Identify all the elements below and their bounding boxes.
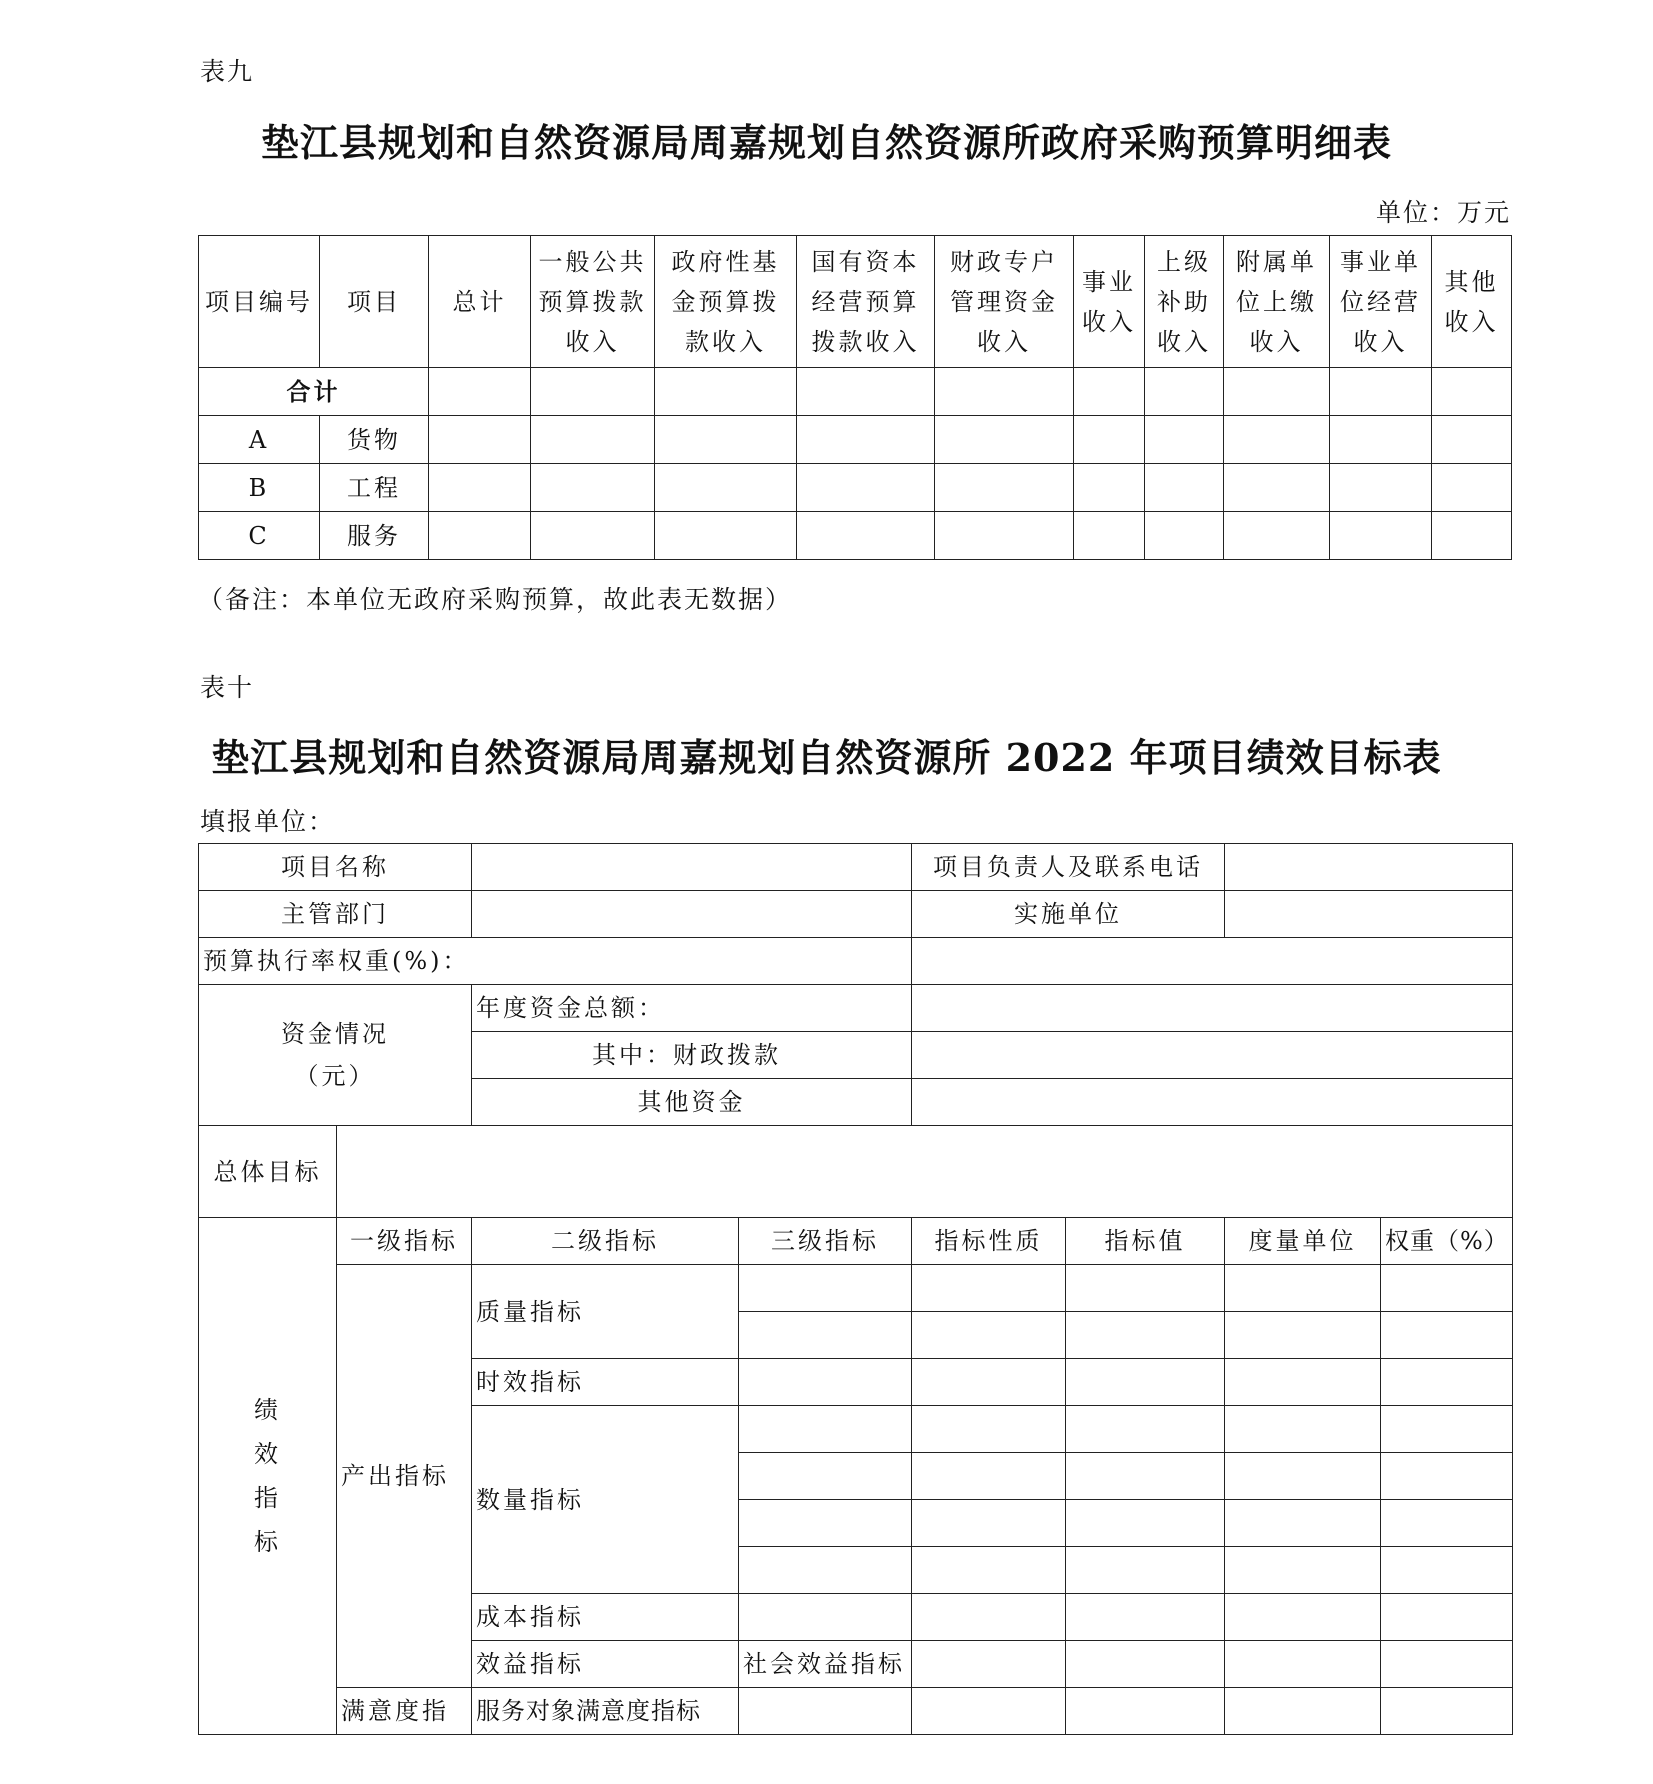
row-code: B [199,464,320,512]
col-level2: 二级指标 [472,1218,739,1265]
impl-unit-label: 实施单位 [912,891,1225,938]
table-row [199,464,1512,512]
perf-indicator-label [199,1218,337,1735]
col-value: 指标值 [1066,1218,1225,1265]
project-leader-value [1225,844,1513,891]
table9-title: 垫江县规划和自然资源局周嘉规划自然资源所政府采购预算明细表 [260,120,1392,165]
fiscal-value [912,1032,1513,1079]
row-code: C [199,512,320,560]
quality-indicator: 质量指标 [472,1265,739,1359]
dept-value [472,891,912,938]
row-item: 货物 [320,416,429,464]
col-level1: 一级指标 [337,1218,472,1265]
fill-unit-label: 填报单位： [200,807,336,836]
overall-goal-value [337,1126,1513,1218]
fiscal-label: 其中：财政拨款 [472,1032,912,1079]
table9-label: 表九 [200,57,255,86]
timeliness-indicator: 时效指标 [472,1359,739,1406]
output-indicator: 产出指标 [337,1265,472,1688]
impl-unit-value [1225,891,1513,938]
col-level3: 三级指标 [739,1218,912,1265]
project-name-value [472,844,912,891]
exec-rate-label: 预算执行率权重(%)： [199,938,912,985]
header-superior-subsidy: 上级补助收入 [1145,236,1224,368]
satisfaction-indicator: 满意度指 [337,1688,472,1735]
overall-goal-label: 总体目标 [199,1126,337,1218]
table10-title: 垫江县规划和自然资源局周嘉规划自然资源所 2022 年项目绩效目标表 [211,735,1442,780]
procurement-budget-table [198,235,1512,560]
header-operating-income: 事业单位经营收入 [1330,236,1432,368]
table-row [199,512,1512,560]
header-gov-fund: 政府性基金预算拨款收入 [655,236,797,368]
exec-rate-value [912,938,1513,985]
header-total: 总计 [429,236,531,368]
header-general-budget: 一般公共预算拨款收入 [531,236,655,368]
header-item: 项目 [320,236,429,368]
header-code: 项目编号 [199,236,320,368]
funds-label [199,985,472,1126]
header-business-income: 事业收入 [1074,236,1145,368]
col-nature: 指标性质 [912,1218,1066,1265]
annual-total-value [912,985,1513,1032]
social-benefit-indicator: 社会效益指标 [739,1641,912,1688]
project-leader-label: 项目负责人及联系电话 [912,844,1225,891]
header-affiliated-units: 附属单位上缴收入 [1224,236,1330,368]
annual-total-label: 年度资金总额： [472,985,912,1032]
table10-label: 表十 [200,673,255,702]
benefit-indicator: 效益指标 [472,1641,739,1688]
row-item: 服务 [320,512,429,560]
header-other-income: 其他收入 [1432,236,1512,368]
row-code: A [199,416,320,464]
table-row [199,416,1512,464]
funds-unit-text: （元） [294,1062,376,1090]
total-row-label: 合计 [199,368,429,416]
unit-label: 单位：万元 [1375,198,1511,227]
cost-indicator: 成本指标 [472,1594,739,1641]
dept-label: 主管部门 [199,891,472,938]
service-satisfaction-indicator: 服务对象满意度指标 [472,1688,739,1735]
header-state-capital: 国有资本经营预算拨款收入 [797,236,935,368]
quantity-indicator: 数量指标 [472,1406,739,1594]
row-item: 工程 [320,464,429,512]
project-name-label: 项目名称 [199,844,472,891]
performance-goal-table [198,843,1513,1735]
funds-label-text: 资金情况 [281,1020,389,1048]
other-funds-value [912,1079,1513,1126]
col-weight: 权重（%） [1381,1218,1513,1265]
other-funds-label: 其他资金 [472,1079,912,1126]
header-special-account: 财政专户管理资金收入 [935,236,1074,368]
col-unit: 度量单位 [1225,1218,1381,1265]
table9-note: （备注：本单位无政府采购预算，故此表无数据） [198,585,793,614]
perf-label-text: 绩效指标 [254,1396,281,1556]
